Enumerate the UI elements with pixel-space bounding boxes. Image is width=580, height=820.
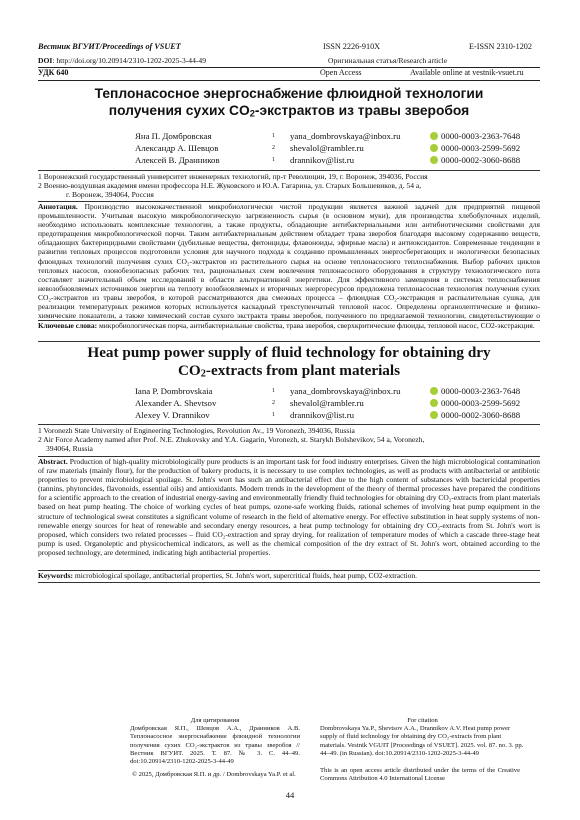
author-email[interactable]: yana_dombrovskaya@inbox.ru <box>290 386 401 396</box>
journal-header <box>38 42 540 56</box>
author-row <box>0 143 580 154</box>
en-keywords: Keywords: microbiological spoilage, antibacterial properties, St. John's wort, supercritical fluids, heat pump, CO2-extraction. <box>38 571 417 580</box>
ru-keywords: Ключевые слова: микробиологическая порча, антибактериальные свойства, трава зверобоя, сверхкритические флюиды, тепловой насос, CO2-экстракция. <box>38 321 535 330</box>
affil-sup: 1 <box>272 388 275 394</box>
affil-sup: 1 <box>272 157 275 163</box>
orcid-icon <box>430 387 438 395</box>
author-row <box>0 155 580 166</box>
orcid-icon <box>430 411 438 419</box>
author-name: Iana P. Dombrovskaia <box>135 386 213 396</box>
article-type: Оригинальная статья/Research article <box>328 56 448 65</box>
author-row <box>0 410 580 421</box>
author-email[interactable]: drannikov@list.ru <box>290 410 355 420</box>
divider <box>38 582 540 583</box>
affil-sup: 1 <box>272 133 275 139</box>
author-name: Александр А. Шевцов <box>135 143 219 153</box>
udk-row <box>38 67 540 81</box>
udk: УДК 640 <box>38 68 69 77</box>
author-orcid[interactable]: 0000-0003-2363-7648 <box>430 386 550 397</box>
author-row <box>0 398 580 409</box>
divider <box>38 170 540 171</box>
ru-title: Теплонасосное энергоснабжение флюидной технологии получения сухих CO2-экстрактов из травы зверобоя <box>94 86 484 118</box>
orcid-icon <box>430 156 438 164</box>
en-authors <box>0 386 580 422</box>
journal-name: Вестник ВГУИТ/Proceedings of VSUET <box>38 42 181 51</box>
author-name: Alexander A. Shevtsov <box>135 398 217 408</box>
issn: ISSN 2226-910X <box>323 42 381 51</box>
ru-abstract: Аннотация. Производство высококачественной микробиологически чистой продукции является важной задачей для предприятий пищевой промышленности. Учитывая высокую микробиологическую загрязненность сырья (в основном муки), для производства хлебобулочных изделий, необходимо использовать комплексные технологии, а также продукты, обладающие антибактериальными или антибиотическими свойствами для предотвращения микробиологической порчи. Таким антибактериальным действием обладает трава зверобоя благодаря высокому содержанию веществ, обладающих бактерицидными свойствами (дубильные вещества, фитонциды, флавоноиды, эфирные масла) и антиоксидантов. Современные тенденции в развитии тепловых процессов подготовили условия для научного подхода к созданию промышленных энергосберегающих и экологически безопасных флюидных технологий получения сухих CO₂-экстрактов из растительного сырья на основе теплонасосного теплоснабжения. Выбор рабочих циклов тепловых насосов, озонобезопасных рабочих тел, рациональных схем вовлечения теплонасосного оборудования в структуру технологического пота составляет значительный объем исследований в области альтернативной энергетики. Для эффективного замещения в системах теплоснабжения невозобновляемых источников энергии на теплоту возобновляемых и вторичных энергоресурсов предложена теплонасосная технология получения сухих CO₂-экстрактов из травы зверобоя, в которой рассматриваются два смежных процесса – флюидная CO₂-экстракция и распылительная сушка, для реализации температурных режимов которых используется каскадный трехступенчатый тепловой насос. Определены органолептические и физико-химические показатели, а также химический состав сухого экстракта травы зверобоя, полученного по предлагаемой технологии, свидетельствующие о <box>38 202 540 320</box>
copyright: © 2025, Домбровская Я.П. и др. / Dombrovskaya Ya.P. et al. <box>132 771 296 778</box>
author-row <box>0 386 580 397</box>
en-title: Heat pump power supply of fluid technology for obtaining dry CO2-extracts from plant materials <box>87 344 491 380</box>
author-orcid[interactable]: 0000-0002-3060-8688 <box>430 410 550 421</box>
citation-ru: Для цитирования Домбровская Я.П., Шевцов А.А., Дранников А.В. Теплонасосное энергоснабжение флюидной технологии получения сухих CO₂-экстрактов из травы зверобоя // Вестник ВГУИТ. 2025. Т. 87. № 3. С. 44–49. doi:10.20914/2310-1202-2025-3-44-49 <box>130 717 300 766</box>
affil-sup: 2 <box>272 145 275 151</box>
author-row <box>0 131 580 142</box>
doi[interactable]: DOI: http://doi.org/10.20914/2310-1202-2025-3-44-49 <box>38 56 206 65</box>
author-email[interactable]: shevalol@rambler.ru <box>290 398 364 408</box>
author-name: Alexey V. Drannikov <box>135 410 210 420</box>
orcid-icon <box>430 132 438 140</box>
citation-en: For citation Dombrovskaya Ya.P., Shevtsov A.A., Drannikov A.V. Heat pump power supply of fluid technology for obtaining dry CO₂-extracts from plant materials. Vestnik VGUIT [Proceedings of VSUET]. 2025. vol. 87. no. 3. pp. 44–49. (in Russian). doi:10.20914/2310-1202-2025-3-44-49 <box>320 717 524 757</box>
page-number: 44 <box>285 790 295 800</box>
ru-affiliations: 1 Воронежский государственный университет инженерных технологий, пр-т Революции, 19, г. Воронеж, 394036, Россия 2 Военно-воздушная академия имени профессора Н.Е. Жуковского и Ю.А. Гагарина, ул. Старых Большевиков, д. 54 а, г. Воронеж, 394064, Россия <box>38 172 428 199</box>
author-name: Алексей В. Дранников <box>135 155 220 165</box>
author-email[interactable]: shevalol@rambler.ru <box>290 143 364 153</box>
en-abstract: Abstract. Production of high-quality microbiologically pure products is an important task for food industry enterprises. Given the high microbiological contamination of raw materials (mainly flour), for the production of bakery products, it is necessary to use complex technologies, as well as products with antibacterial or antibiotic properties to prevent microbiological spoilage. St. John's wort has such an antibacterial effect due to the high content of substances with bactericidal properties (tannins, phytoncides, flavonoids, essential oils) and antioxidants. Modern trends in the development of the theory of thermal processes have prepared the conditions for a scientific approach to the creation of industrial energy-saving and environmentally friendly fluid technologies for obtaining dry CO₂-extracts from plant materials based on heat pump heating. The choice of working cycles of heat pumps, ozone-safe working fluids, rational schemes of involving heat pump equipment in the structure of technological sweat constitutes a significant volume of research in the field of alternative energy. For effective substitution in heat supply systems of non-renewable energy sources for heat of renewable and secondary energy resources, a heat pump technology for obtaining dry CO₂-extracts from St. John's wort is proposed, which considers two related processes – fluid CO₂-extraction and spray drying, for realization of temperature modes of which a cascade three-stage heat pump is used. Organoleptic and physicochemical indicators, as well as the chemical composition of the dry extract of St. John's wort, obtained according to the proposed technology, are determined, indicating high antibacterial properties. <box>38 457 540 557</box>
author-email[interactable]: yana_dombrovskaya@inbox.ru <box>290 131 401 141</box>
author-orcid[interactable]: 0000-0003-2363-7648 <box>430 131 550 142</box>
open-access-label: Open Access <box>320 68 362 77</box>
orcid-icon <box>430 399 438 407</box>
author-orcid[interactable]: 0000-0002-3060-8688 <box>430 155 550 166</box>
en-affiliations: 1 Voronezh State University of Engineering Technologies, Revolution Av., 19 Voronezh, 394036, Russia 2 Air Force Academy named after Prof. N.E. Zhukovsky and Y.A. Gagarin, Voronezh, st. Starykh Bolshevikov, 54 a, Voronezh, 394064, Russia <box>38 426 425 453</box>
available-online-link[interactable]: Available online at vestnik-vsuet.ru <box>410 68 524 77</box>
divider <box>38 424 540 425</box>
author-orcid[interactable]: 0000-0003-2599-5692 <box>430 398 550 409</box>
affil-sup: 2 <box>272 400 275 406</box>
divider <box>38 341 540 342</box>
author-orcid[interactable]: 0000-0003-2599-5692 <box>430 143 550 154</box>
affil-sup: 1 <box>272 412 275 418</box>
author-name: Яна П. Домбровская <box>135 131 212 141</box>
orcid-icon <box>430 144 438 152</box>
author-email[interactable]: drannikov@list.ru <box>290 155 355 165</box>
ru-authors <box>0 131 580 167</box>
eissn: E-ISSN 2310-1202 <box>469 42 532 51</box>
license-note[interactable]: This is an open access article distributed under the terms of the Creative Commons Attribution 4.0 International License <box>320 767 520 783</box>
